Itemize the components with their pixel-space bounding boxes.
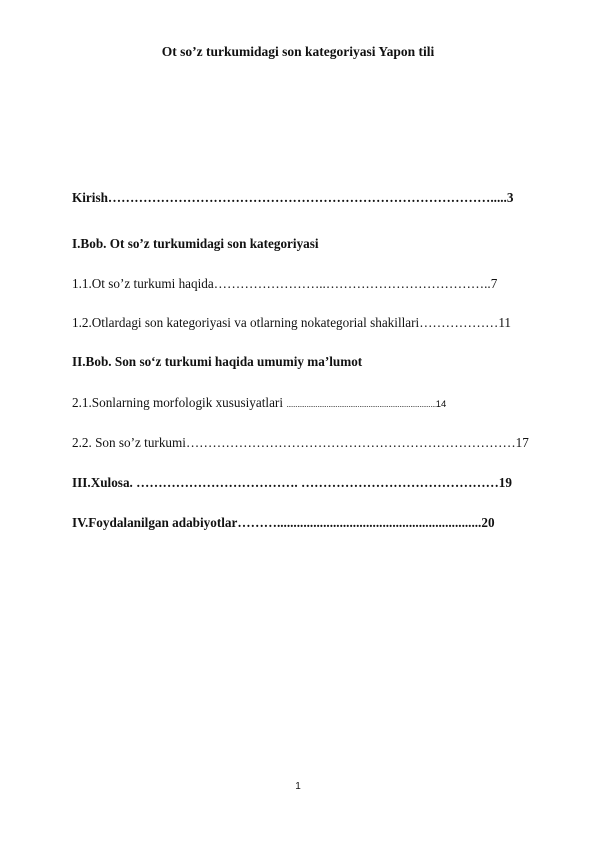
toc-entry-kirish [72,190,513,206]
toc-page-number: 7 [490,276,498,291]
toc-entry-text: Kirish [72,190,108,205]
toc-entry-chapter-2 [72,354,362,370]
toc-leader-dots: .................................................................................. [286,400,436,409]
page-number: 1 [295,781,301,792]
toc-entry-2-1 [72,395,446,413]
document-title: Ot so’z turkumidagi son kategoriyasi Yapon tili [161,44,435,59]
toc-entry-text: II.Bob. Son so‘z turkumi haqida umumiy ma’lumot [72,354,363,369]
toc-entry-text: IV.Foydalanilgan adabiyotlar [72,515,238,530]
toc-entry-text: 1.1.Ot so’z turkumi haqida [72,276,214,291]
toc-page-number: 3 [506,190,514,205]
toc-leader-dots: ……………………..……………………………….. [213,276,491,291]
toc-entry-text: 2.2. Son so’z turkumi [72,435,186,450]
toc-entry-xulosa [72,475,512,491]
toc-page-number: 11 [498,315,512,330]
toc-page-number: 14 [435,399,447,410]
toc-entry-text: III.Xulosa. [72,475,137,490]
toc-entry-1-1 [72,276,497,292]
toc-entry-text: 2.1.Sonlarning morfologik xususiyatlari [72,395,287,410]
toc-entry-text: 1.2.Otlardagi son kategoriyasi va otlarning nokategorial shakillari [72,315,420,330]
toc-leader-dots: ………………………………. ……………………………………… [136,475,499,490]
toc-entry-text: I.Bob. Ot so’z turkumidagi son kategoriyasi [72,236,319,251]
toc-entry-chapter-1 [72,236,319,252]
toc-entry-adabiyotlar [72,515,495,531]
toc-leader-dots: ……………… [419,315,499,330]
toc-page-number: 19 [498,475,512,490]
toc-entry-1-2 [72,315,511,331]
toc-page-number: 20 [481,515,495,530]
toc-entry-2-2 [72,435,529,451]
toc-leader-dots: ………………………………………………………………… [185,435,516,450]
toc-leader-dots: ……….............................................................. [237,515,482,530]
toc-leader-dots: ……………………………………………………………………………..... [107,190,507,205]
toc-page-number: 17 [515,435,529,450]
